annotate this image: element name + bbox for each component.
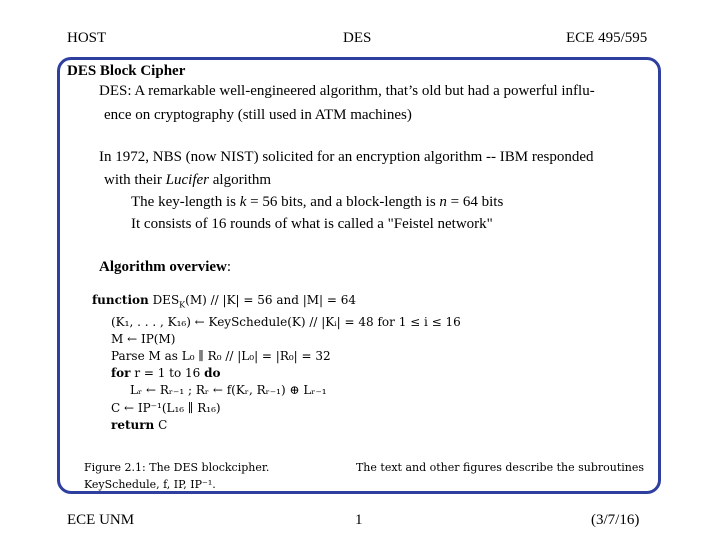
- rounds-line: It consists of 16 rounds of what is called a "Feistel network": [131, 216, 493, 232]
- slide-title: DES Block Cipher: [67, 63, 186, 79]
- keylength-line: The key-length is k = 56 bits, and a block-length is n = 64 bits: [131, 194, 504, 210]
- algo-line-5: for r = 1 to 16 do: [111, 366, 221, 381]
- intro-line-1: DES: A remarkable well-engineered algorithm, that’s old but had a powerful influ-: [99, 83, 595, 99]
- caption-part-2: The text and other figures describe the subroutines: [355, 461, 644, 474]
- algo-line-4: Parse M as L₀ ∥ R₀ // |L₀| = |R₀| = 32: [111, 349, 331, 363]
- footer-date: (3/7/16): [591, 512, 640, 528]
- caption-line-2: KeySchedule, f, IP, IP⁻¹.: [84, 478, 216, 491]
- history-line-1: In 1972, NBS (now NIST) solicited for an encryption algorithm -- IBM responded: [99, 149, 594, 165]
- overview-heading: Algorithm overview:: [99, 259, 232, 275]
- algo-line-6: Lᵣ ← Rᵣ₋₁ ; Rᵣ ← f(Kᵣ, Rᵣ₋₁) ⊕ Lᵣ₋₁: [130, 383, 327, 398]
- page-number: 1: [355, 512, 363, 528]
- algo-line-2: (K₁, . . . , K₁₆) ← KeySchedule(K) // |Kᵢ| = 48 for 1 ≤ i ≤ 16: [111, 314, 461, 329]
- algo-line-8: return C: [111, 417, 168, 432]
- intro-line-2: ence on cryptography (still used in ATM machines): [104, 107, 412, 123]
- figure-caption: [84, 459, 644, 493]
- footer-left: ECE UNM: [67, 512, 135, 528]
- history-line-2: with their Lucifer algorithm: [104, 172, 272, 188]
- caption-part-1: Figure 2.1: The DES blockcipher.: [84, 461, 270, 474]
- header-right: ECE 495/595: [566, 30, 648, 46]
- algorithm-figure: [92, 292, 461, 434]
- header-center: DES: [343, 30, 372, 46]
- algo-line-7: C ← IP⁻¹(L₁₆ ∥ R₁₆): [111, 400, 221, 415]
- header-left: HOST: [67, 30, 107, 46]
- algo-line-3: M ← IP(M): [111, 331, 176, 346]
- algo-line-1: function $DES_K(M) // |K| = 56$ and |M| = 64: [92, 293, 357, 310]
